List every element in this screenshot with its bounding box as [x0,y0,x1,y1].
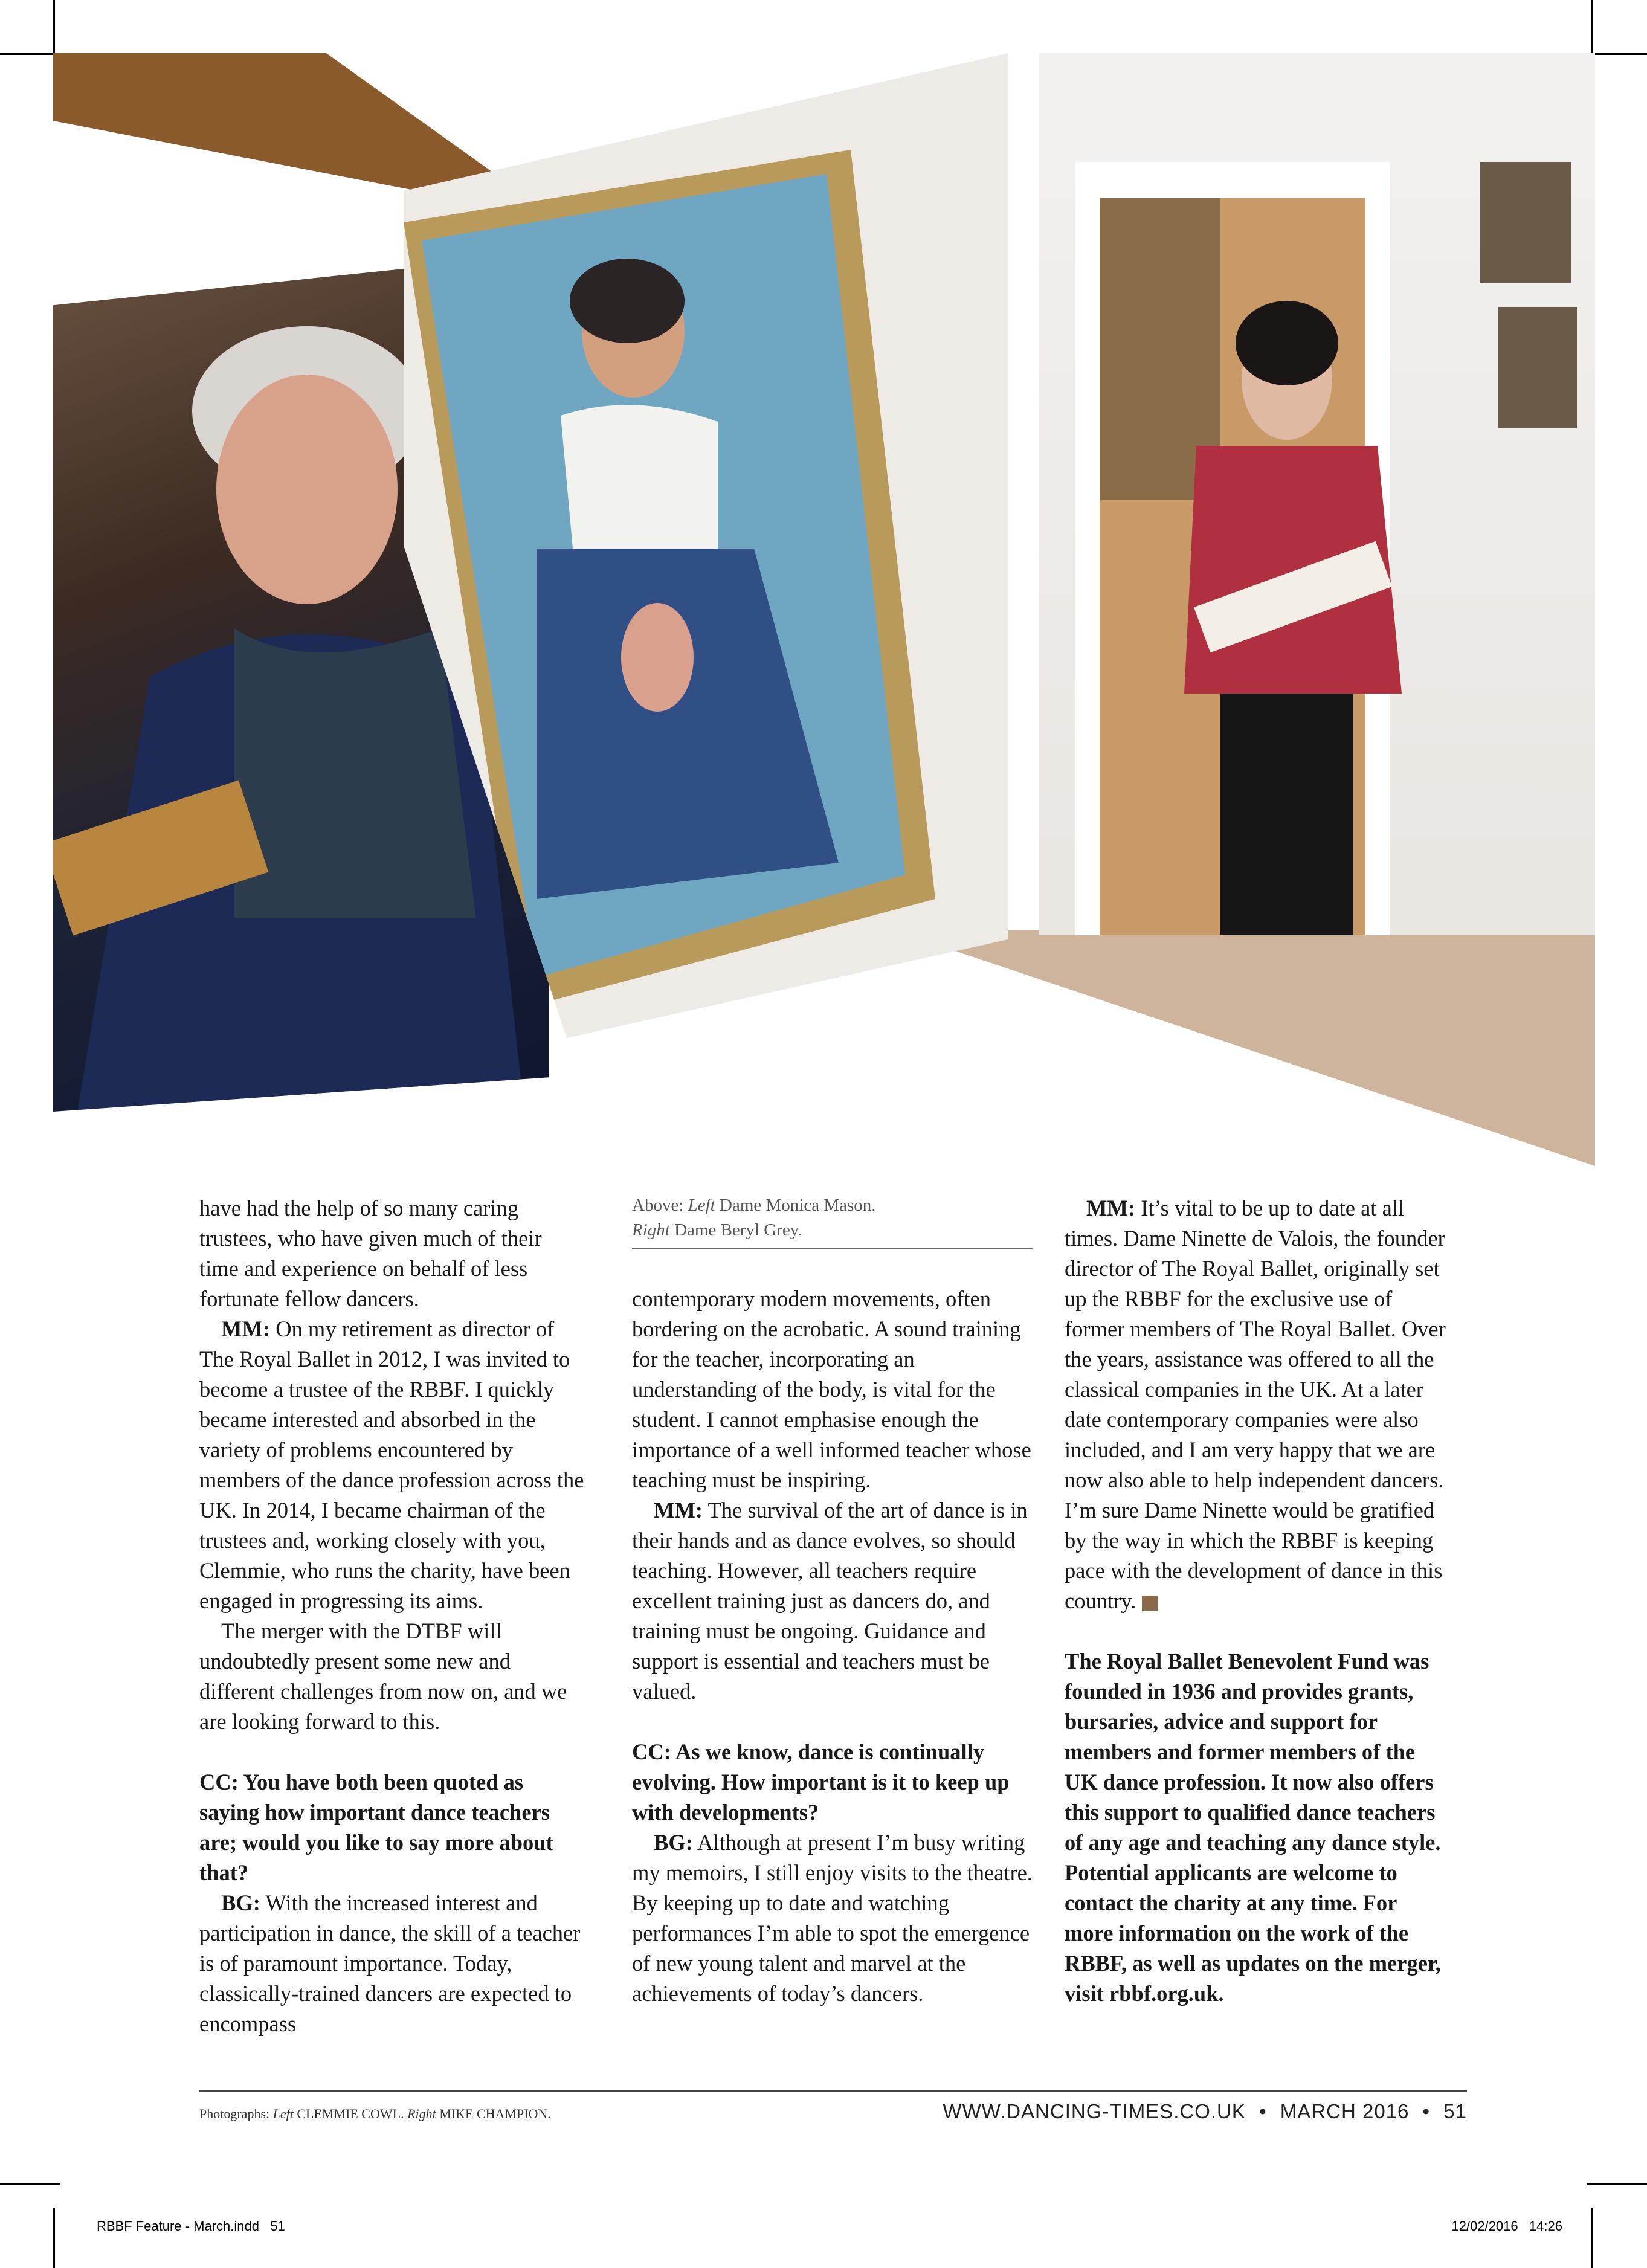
separator: • [1422,2100,1431,2122]
credit-left-label: Left [272,2106,294,2121]
website-url: WWW.DANCING-TIMES.CO.UK [943,2100,1246,2122]
slug-file: RBBF Feature - March.indd 51 [97,2218,285,2234]
crop-mark [0,2183,60,2185]
crop-mark [53,2208,55,2268]
speaker-label: BG: [221,1890,260,1915]
end-mark-icon [1142,1596,1158,1611]
credit-right-label: Right [407,2106,436,2121]
body-paragraph [632,1495,1037,1707]
interview-question: CC: You have both been quoted as saying how important dance teachers are; would you like to say more about that? [199,1770,553,1885]
doorway-illustration [1039,53,1595,935]
credit-left: CLEMMIE COWL. [293,2106,408,2121]
body-paragraph [199,1888,586,2039]
issue-date: MARCH 2016 [1280,2100,1410,2122]
body-text: Although at present I’m busy writing my memoirs, I still enjoy visits to the theatre. By keeping up to date and watching performances I’m able to spot the emergence of new young talent and marvel at the achievements of today’s dancers. [632,1830,1033,2006]
caption-right-name: Dame Beryl Grey. [669,1220,802,1240]
body-paragraph: The merger with the DTBF will undoubtedly present some new and different challenges from now on, and we are looking forward to this. [199,1619,567,1734]
body-paragraph: have had the help of so many caring trustees, who have given much of their time and experience on behalf of less fortunate fellow dancers. [199,1196,542,1311]
body-paragraph [1065,1193,1449,1616]
credit-right: MIKE CHAMPION. [436,2106,551,2121]
text-column-2 [632,1284,1037,2009]
tan-band [894,930,1595,1166]
slug-date: 12/02/2016 14:26 [1451,2218,1562,2234]
caption-left-label: Left [688,1196,715,1215]
crop-mark [1591,2208,1593,2268]
page-number: 51 [1443,2100,1467,2122]
photo-beryl-grey [1039,53,1595,935]
text-column-1 [199,1193,586,2039]
caption-left-name: Dame Monica Mason. [715,1196,876,1215]
body-text: It’s vital to be up to date at all times. Dame Ninette de Valois, the founder director of The Royal Ballet, originally set up the RBBF for the exclusive use of former members of The Royal Ballet. Over the years, assistance was offered to all the classical companies in the UK. At a later date contemporary companies were also included, and I am very happy that we are now also able to help independent dancers. I’m sure Dame Ninette would be gratified by the way in which the RBBF is keeping pace with the development of dance in this country. [1065,1196,1446,1613]
text-column-3 [1065,1193,1449,2009]
body-paragraph: contemporary modern movements, often bordering on the acrobatic. A sound training for the teacher, incorporating an understanding of the body, is vital for the student. I cannot emphasise enough the importance of a well informed teacher whose teaching must be inspiring. [632,1286,1031,1492]
body-text: With the increased interest and participation in dance, the skill of a teacher is of paramount importance. Today, classically-trained dancers are expected to encompass [199,1890,581,2036]
caption-right-label: Right [632,1220,670,1240]
interview-question: CC: As we know, dance is continually evolving. How important is it to keep up with developments? [632,1739,1010,1825]
speaker-label: MM: [1086,1196,1136,1220]
speaker-label: MM: [654,1498,703,1522]
photo-credits [199,2106,551,2122]
photo-caption [632,1193,1033,1249]
charity-info-box: The Royal Ballet Benevolent Fund was founded in 1936 and provides grants, bursaries, advice and support for members and former members of the UK dance profession. It now also offers this support to qualified dance teachers of any age and teaching any dance style. Potential applicants are welcome to contact the charity at any time. For more information on the work of the RBBF, as well as updates on the merger, visit rbbf.org.uk. [1065,1649,1441,2006]
credits-prefix: Photographs: [199,2106,273,2121]
speaker-label: BG: [654,1830,693,1855]
body-text: The survival of the art of dance is in their hands and as dance evolves, so should teaching. However, all teachers require excellent training just as dancers do, and training must be ongoing. Guidance and support is essential and teachers must be valued. [632,1498,1028,1704]
caption-prefix: Above: [632,1196,688,1215]
separator: • [1259,2100,1267,2122]
folio [943,2100,1467,2123]
body-text: On my retirement as director of The Royal Ballet in 2012, I was invited to become a trustee of the RBBF. I quickly became interested and absorbed in the variety of problems encountered by members of the dance profession across the UK. In 2014, I became chairman of the trustees and, working closely with you, Clemmie, who runs the charity, have been engaged in progressing its aims. [199,1316,584,1613]
speaker-label: MM: [221,1316,271,1341]
body-paragraph [199,1314,586,1616]
body-paragraph [632,1828,1037,2009]
crop-mark [1587,2183,1647,2185]
footer-rule [199,2090,1467,2092]
